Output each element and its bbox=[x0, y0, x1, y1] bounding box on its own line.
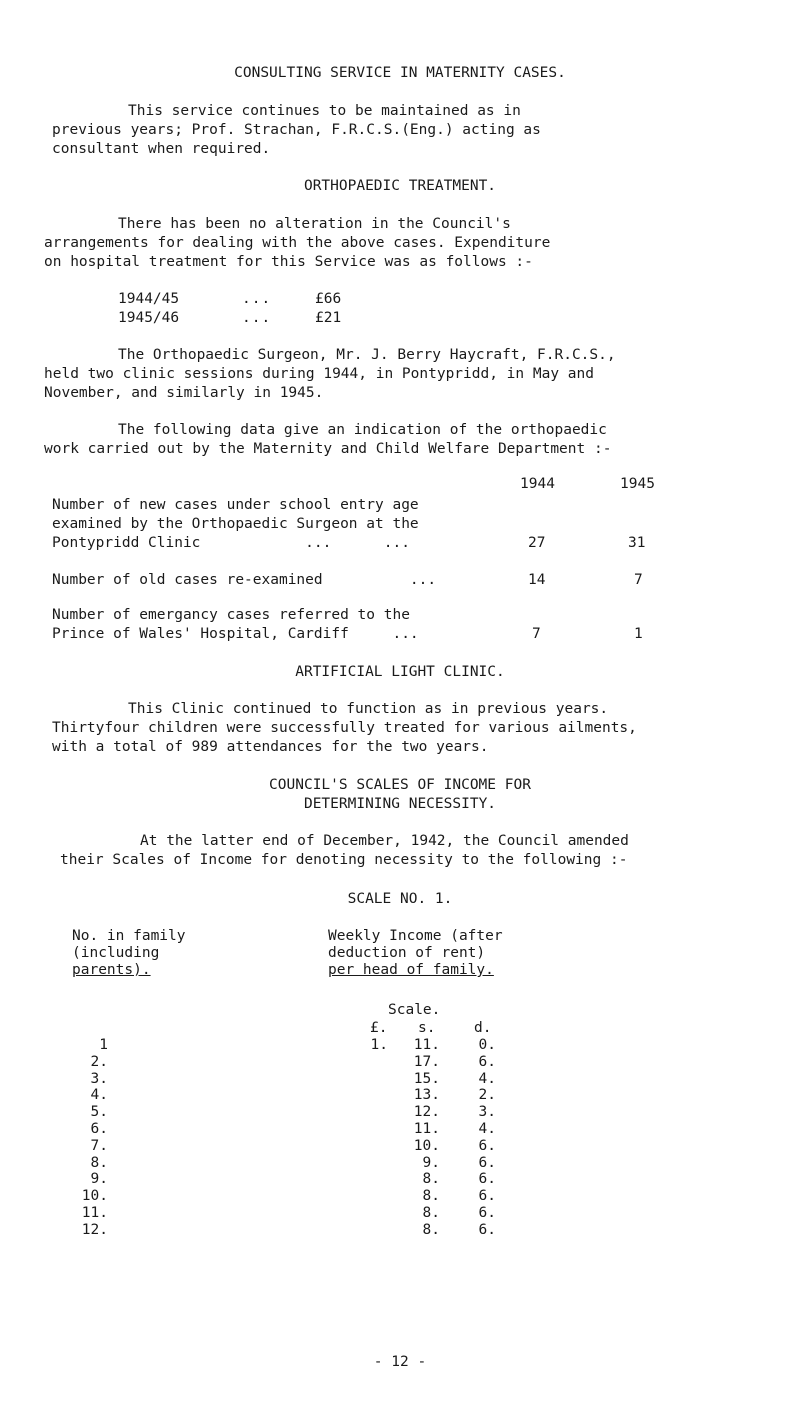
row-value-1945: 31 bbox=[628, 535, 646, 551]
artificial-para-line-1: This Clinic continued to function as in previous years. bbox=[128, 701, 609, 717]
pence-value: 6. bbox=[478, 1171, 496, 1188]
expenditure-dots: ... bbox=[242, 291, 272, 307]
maternity-para-line-1: This service continues to be maintained as in bbox=[128, 103, 521, 119]
maternity-para-line-3: consultant when required. bbox=[52, 141, 271, 157]
orthopaedic-heading: ORTHOPAEDIC TREATMENT. bbox=[303, 178, 497, 194]
unit-pounds: £. bbox=[370, 1020, 388, 1036]
orthopaedic-para3-line-1: The following data give an indication of the orthopaedic bbox=[118, 422, 607, 438]
shillings-value: 15. bbox=[413, 1070, 440, 1087]
scales-para-line-2: their Scales of Income for denoting necessity to the following :- bbox=[60, 852, 628, 868]
row-label-line: Pontypridd Clinic ... ... bbox=[52, 535, 410, 551]
orthopaedic-para2-line-3: November, and similarly in 1945. bbox=[44, 385, 324, 401]
shillings-value: 17. bbox=[413, 1053, 440, 1070]
family-size: 10. bbox=[81, 1188, 108, 1205]
row-value-1944: 7 bbox=[532, 626, 541, 642]
artificial-light-heading: ARTIFICIAL LIGHT CLINIC. bbox=[295, 664, 505, 680]
row-label-line: Prince of Wales' Hospital, Cardiff ... bbox=[52, 626, 419, 642]
artificial-para-line-2: Thirtyfour children were successfully treated for various ailments, bbox=[52, 720, 637, 736]
row-label-line: examined by the Orthopaedic Surgeon at the bbox=[52, 516, 419, 532]
family-size: 1 bbox=[99, 1037, 108, 1053]
pence-value: 6. bbox=[478, 1154, 496, 1171]
pence-value: 6. bbox=[478, 1205, 496, 1221]
pence-value: 4. bbox=[478, 1070, 496, 1087]
pounds-value: 1. bbox=[370, 1037, 388, 1053]
maternity-para-line-2: previous years; Prof. Strachan, F.R.C.S.(Eng.) acting as bbox=[52, 122, 541, 138]
family-size: 9. bbox=[90, 1171, 108, 1188]
shillings-value: 8. bbox=[422, 1221, 440, 1238]
scale-title: SCALE NO. 1. bbox=[347, 891, 453, 907]
expenditure-year: 1944/45 bbox=[118, 291, 180, 307]
expenditure-amount: £21 bbox=[315, 310, 342, 326]
family-size: 4. bbox=[90, 1087, 108, 1104]
shillings-value: 11. bbox=[413, 1037, 440, 1053]
maternity-heading: CONSULTING SERVICE IN MATERNITY CASES. bbox=[234, 65, 566, 81]
col2-header-line: deduction of rent) bbox=[328, 945, 486, 961]
pence-value: 6. bbox=[478, 1188, 496, 1205]
unit-pence: d. bbox=[474, 1020, 492, 1036]
orthopaedic-para2-line-2: held two clinic sessions during 1944, in Pontypridd, in May and bbox=[44, 366, 594, 382]
row-value-1944: 27 bbox=[528, 535, 546, 551]
expenditure-year: 1945/46 bbox=[118, 310, 180, 326]
family-size: 6. bbox=[90, 1121, 108, 1137]
col1-header-line: (including bbox=[72, 945, 160, 961]
row-label-line: Number of new cases under school entry age bbox=[52, 497, 419, 513]
shillings-value: 8. bbox=[422, 1171, 440, 1188]
col1-header-line: parents). bbox=[72, 962, 151, 978]
pence-value: 2. bbox=[478, 1087, 496, 1104]
orthopaedic-para3-line-2: work carried out by the Maternity and Child Welfare Department :- bbox=[44, 441, 612, 457]
shillings-value: 8. bbox=[422, 1205, 440, 1221]
shillings-value: 10. bbox=[413, 1137, 440, 1154]
table-header-1944: 1944 bbox=[520, 476, 555, 492]
shillings-value: 12. bbox=[413, 1104, 440, 1121]
page-number: - 12 - bbox=[373, 1354, 427, 1370]
expenditure-amount: £66 bbox=[315, 291, 342, 307]
col2-header-line: per head of family. bbox=[328, 962, 494, 978]
orthopaedic-para2-line-1: The Orthopaedic Surgeon, Mr. J. Berry Haycraft, F.R.C.S., bbox=[118, 347, 616, 363]
expenditure-dots: ... bbox=[242, 310, 272, 326]
unit-shillings: s. bbox=[418, 1020, 436, 1036]
row-label-line: Number of old cases re-examined ... bbox=[52, 572, 437, 588]
shillings-value: 9. bbox=[422, 1154, 440, 1171]
row-value-1944: 14 bbox=[528, 572, 546, 588]
family-size: 3. bbox=[90, 1070, 108, 1087]
family-size: 11. bbox=[81, 1205, 108, 1221]
pence-value: 3. bbox=[478, 1104, 496, 1121]
family-size: 7. bbox=[90, 1137, 108, 1154]
orthopaedic-para1-line-3: on hospital treatment for this Service was as follows :- bbox=[44, 254, 533, 270]
family-size: 5. bbox=[90, 1104, 108, 1121]
scales-para-line-1: At the latter end of December, 1942, the Council amended bbox=[140, 833, 629, 849]
shillings-value: 8. bbox=[422, 1188, 440, 1205]
orthopaedic-para1-line-2: arrangements for dealing with the above cases. Expenditure bbox=[44, 235, 551, 251]
family-size: 12. bbox=[81, 1221, 108, 1238]
family-size: 2. bbox=[90, 1053, 108, 1070]
table-header-1945: 1945 bbox=[620, 476, 655, 492]
pence-value: 6. bbox=[478, 1137, 496, 1154]
scales-heading-line-2: DETERMINING NECESSITY. bbox=[303, 796, 497, 812]
row-value-1945: 1 bbox=[634, 626, 643, 642]
col2-header-line: Weekly Income (after bbox=[328, 928, 503, 944]
pence-value: 6. bbox=[478, 1053, 496, 1070]
col1-header-line: No. in family bbox=[72, 928, 186, 944]
row-value-1945: 7 bbox=[634, 572, 643, 588]
shillings-value: 11. bbox=[413, 1121, 440, 1137]
pence-value: 4. bbox=[478, 1121, 496, 1137]
scales-heading-line-1: COUNCIL'S SCALES OF INCOME FOR bbox=[269, 777, 531, 793]
orthopaedic-para1-line-1: There has been no alteration in the Council's bbox=[118, 216, 511, 232]
shillings-value: 13. bbox=[413, 1087, 440, 1104]
row-label-line: Number of emergancy cases referred to the bbox=[52, 607, 410, 623]
scale-label: Scale. bbox=[388, 1002, 441, 1018]
family-size: 8. bbox=[90, 1154, 108, 1171]
pence-value: 0. bbox=[478, 1037, 496, 1053]
artificial-para-line-3: with a total of 989 attendances for the two years. bbox=[52, 739, 489, 755]
pence-value: 6. bbox=[478, 1221, 496, 1238]
